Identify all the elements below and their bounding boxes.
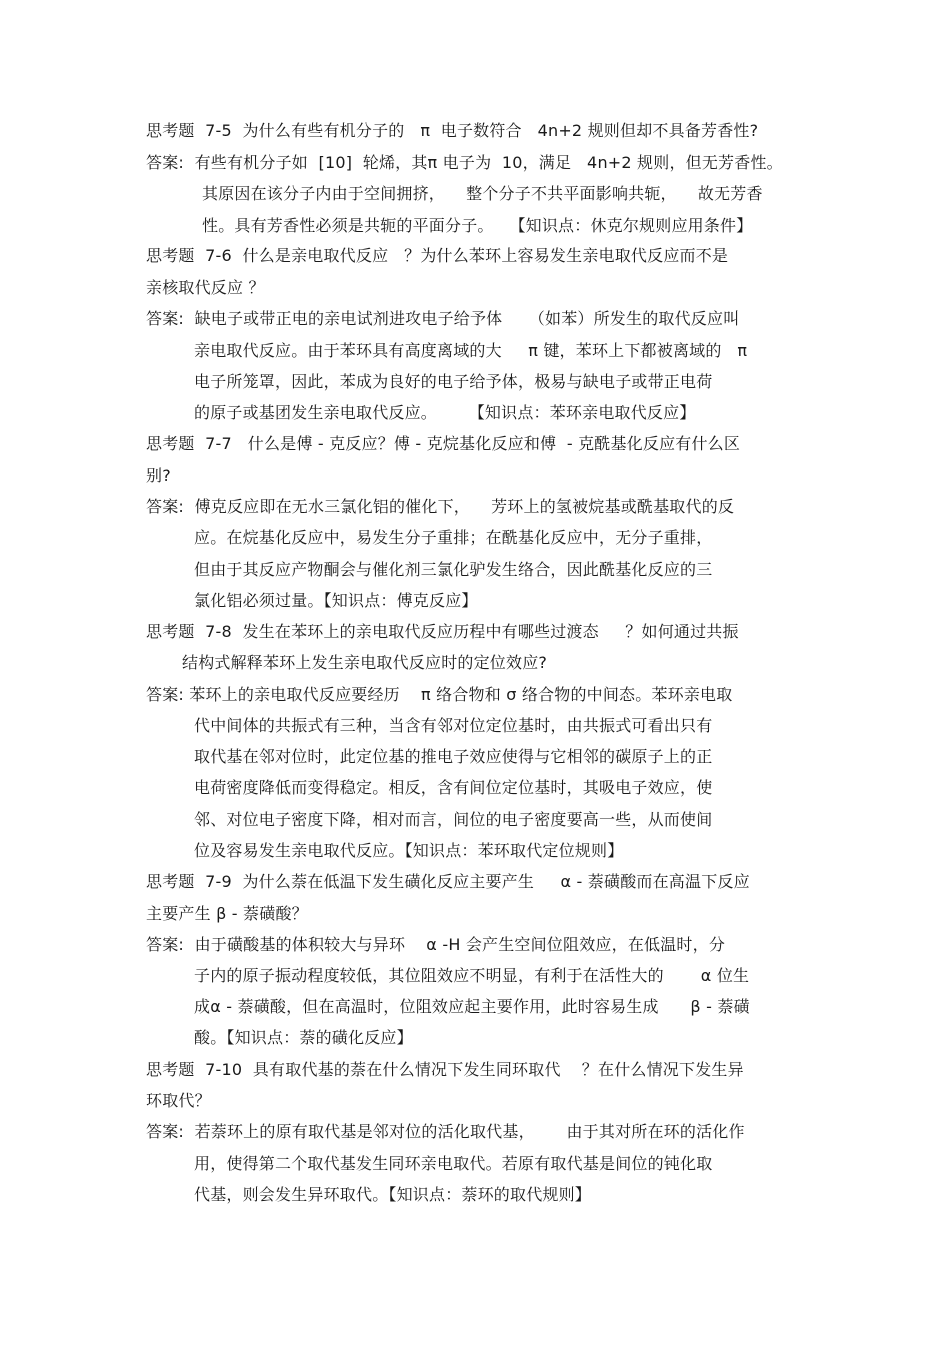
answer-7-6-line-2: 亲电取代反应。由于苯环具有高度离域的大 π 键，苯环上下都被离域的 π (194, 341, 748, 360)
question-7-5-line-1: 思考题 7-5 为什么有些有机分子的 π 电子数符合 4n+2 规则但却不具备芳香性? (146, 121, 759, 140)
answer-7-7-line-1: 答案: 傅克反应即在无水三氯化铝的催化下， 芳环上的氢被烷基或酰基取代的反 (146, 497, 735, 516)
answer-7-10-line-2: 用，使得第二个取代基发生同环亲电取代。若原有取代基是间位的钝化取 (194, 1154, 713, 1173)
question-7-7-line-2: 别? (146, 466, 171, 485)
question-7-6-line-1: 思考题 7-6 什么是亲电取代反应 ？为什么苯环上容易发生亲电取代反应而不是 (146, 246, 729, 265)
answer-7-10-line-1: 答案: 若萘环上的原有取代基是邻对位的活化取代基， 由于其对所在环的活化作 (146, 1122, 745, 1141)
answer-7-5-line-1: 答案: 有些有机分子如 [10] 轮烯，其π 电子为 10，满足 4n+2 规则，但无芳香性。 (146, 153, 783, 172)
answer-7-10-line-3: 代基，则会发生异环取代。【知识点：萘环的取代规则】 (194, 1185, 592, 1204)
question-7-9-line-2: 主要产生 β - 萘磺酸？ (146, 904, 308, 923)
answer-7-9-line-4: 酸。【知识点：萘的磺化反应】 (194, 1028, 413, 1047)
question-7-10-line-1: 思考题 7-10 具有取代基的萘在什么情况下发生同环取代 ？在什么情况下发生异 (146, 1060, 744, 1079)
answer-7-7-line-4: 氯化铝必须过量。【知识点：傅克反应】 (194, 591, 478, 610)
question-7-8-line-1: 思考题 7-8 发生在苯环上的亲电取代反应历程中有哪些过渡态 ？如何通过共振 (146, 622, 739, 641)
answer-7-8-line-5: 邻、对位电子密度下降，相对而言，间位的电子密度要高一些，从而使间 (194, 810, 713, 829)
answer-7-8-line-3: 取代基在邻对位时，此定位基的推电子效应使得与它相邻的碳原子上的正 (194, 747, 713, 766)
answer-7-7-line-2: 应。在烷基化反应中，易发生分子重排；在酰基化反应中，无分子重排， (194, 528, 713, 547)
question-7-7-line-1: 思考题 7-7 什么是傅 - 克反应？傅 - 克烷基化反应和傅 - 克酰基化反应有什么区 (146, 434, 741, 453)
answer-7-8-line-6: 位及容易发生亲电取代反应。【知识点：苯环取代定位规则】 (194, 841, 624, 860)
answer-7-6-line-3: 电子所笼罩，因此，苯成为良好的电子给予体，极易与缺电子或带正电荷 (194, 372, 713, 391)
answer-7-9-line-2: 子内的原子振动程度较低，其位阻效应不明显，有利于在活性大的 α 位生 (194, 966, 750, 985)
answer-7-8-line-4: 电荷密度降低而变得稳定。相反，含有间位定位基时，其吸电子效应，使 (194, 778, 713, 797)
answer-7-9-line-3: 成α - 萘磺酸，但在高温时，位阻效应起主要作用，此时容易生成 β - 萘磺 (194, 997, 750, 1016)
answer-7-9-line-1: 答案: 由于磺酸基的体积较大与异环 α -H 会产生空间位阻效应，在低温时，分 (146, 935, 726, 954)
question-7-8-line-2: 结构式解释苯环上发生亲电取代反应时的定位效应? (182, 653, 548, 672)
answer-7-8-line-1: 答案: 苯环上的亲电取代反应要经历 π 络合物和 σ 络合物的中间态。苯环亲电取 (146, 685, 733, 704)
answer-7-7-line-3: 但由于其反应产物酮会与催化剂三氯化驴发生络合，因此酰基化反应的三 (194, 560, 713, 579)
question-7-10-line-2: 环取代？ (146, 1091, 211, 1110)
question-7-6-line-2: 亲核取代反应 ？ (146, 278, 265, 297)
answer-7-6-line-1: 答案: 缺电子或带正电的亲电试剂进攻电子给予体 （如苯）所发生的取代反应叫 (146, 309, 740, 328)
answer-7-5-line-3: 性。具有芳香性必须是共轭的平面分子。 【知识点：休克尔规则应用条件】 (202, 216, 753, 235)
answer-7-5-line-2: 其原因在该分子内由于空间拥挤， 整个分子不共平面影响共轭， 故无芳香 (202, 184, 763, 203)
answer-7-6-line-4: 的原子或基团发生亲电取代反应。 【知识点：苯环亲电取代反应】 (194, 403, 696, 422)
question-7-9-line-1: 思考题 7-9 为什么萘在低温下发生磺化反应主要产生 α - 萘磺酸而在高温下反应 (146, 872, 750, 891)
answer-7-8-line-2: 代中间体的共振式有三种，当含有邻对位定位基时，由共振式可看出只有 (194, 716, 713, 735)
